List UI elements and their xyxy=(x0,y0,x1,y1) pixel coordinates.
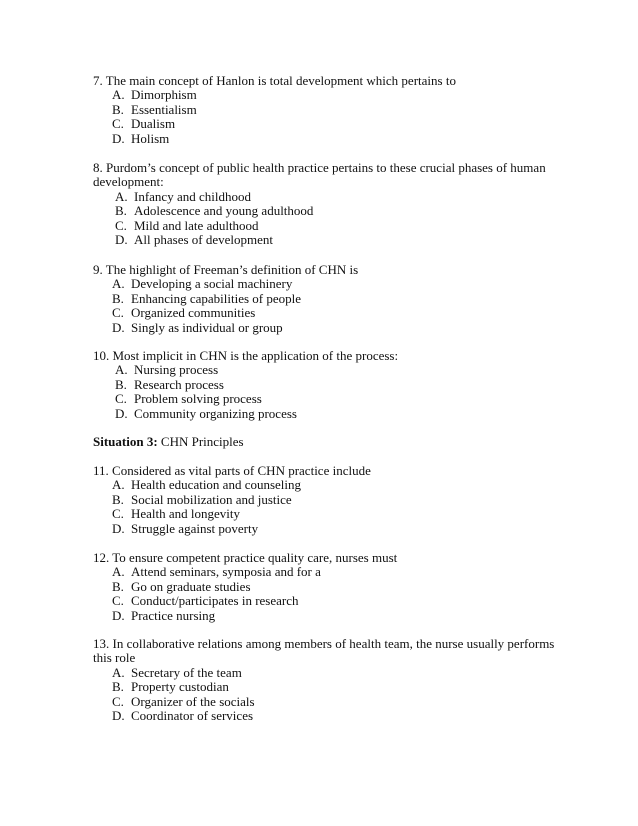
option-c: C. Organized communities xyxy=(112,305,256,321)
option-c: C. Mild and late adulthood xyxy=(115,217,259,233)
option-d: D. Struggle against poverty xyxy=(112,520,259,536)
option-a: A. Secretary of the team xyxy=(112,664,242,680)
question-stem: 8. Purdom’s concept of public health practice pertains to these crucial phases of human development: xyxy=(93,160,546,190)
question-12 xyxy=(93,551,563,623)
question-stem: 7. The main concept of Hanlon is total development which pertains to xyxy=(93,73,456,88)
option-d: D. Singly as individual or group xyxy=(112,319,283,335)
option-a: A. Nursing process xyxy=(115,362,219,378)
option-list xyxy=(93,478,563,536)
option-list xyxy=(93,363,563,421)
option-b: B. Essentialism xyxy=(112,101,197,117)
option-d: D. Holism xyxy=(112,130,170,146)
question-stem: 13. In collaborative relations among members of health team, the nurse usually performs this role xyxy=(93,636,555,666)
option-b: B. Go on graduate studies xyxy=(112,578,251,594)
option-list xyxy=(93,666,563,724)
question-stem: 10. Most implicit in CHN is the application of the process: xyxy=(93,348,399,363)
option-a: A. Developing a social machinery xyxy=(112,276,293,292)
question-stem: 9. The highlight of Freeman’s definition of CHN is xyxy=(93,262,359,277)
question-8 xyxy=(93,161,563,247)
option-list xyxy=(93,88,563,146)
option-c: C. Health and longevity xyxy=(112,506,241,522)
option-d: D. Coordinator of services xyxy=(112,708,254,724)
option-list xyxy=(93,277,563,335)
question-7 xyxy=(93,74,563,146)
question-13 xyxy=(93,637,563,723)
option-c: C. Organizer of the socials xyxy=(112,693,255,709)
option-c: C. Conduct/participates in research xyxy=(112,593,299,609)
option-c: C. Problem solving process xyxy=(115,391,262,407)
option-list xyxy=(93,565,563,623)
option-b: B. Social mobilization and justice xyxy=(112,491,292,507)
option-d: D. All phases of development xyxy=(115,232,273,248)
option-a: A. Infancy and childhood xyxy=(115,188,251,204)
situation-label: Situation 3: xyxy=(93,434,158,449)
option-b: B. Research process xyxy=(115,376,224,392)
option-list xyxy=(93,190,563,248)
option-b: B. Enhancing capabilities of people xyxy=(112,290,302,306)
option-d: D. Community organizing process xyxy=(115,405,297,421)
option-a: A. Dimorphism xyxy=(112,87,197,103)
option-a: A. Attend seminars, symposia and for a xyxy=(112,564,321,580)
question-stem: 12. To ensure competent practice quality care, nurses must xyxy=(93,550,398,565)
option-c: C. Dualism xyxy=(112,116,176,132)
question-11 xyxy=(93,464,563,536)
option-b: B. Property custodian xyxy=(112,679,229,695)
question-9 xyxy=(93,263,563,335)
option-a: A. Health education and counseling xyxy=(112,477,302,493)
option-b: B. Adolescence and young adulthood xyxy=(115,203,314,219)
situation-title: CHN Principles xyxy=(157,434,244,449)
question-10 xyxy=(93,349,563,421)
question-stem: 11. Considered as vital parts of CHN practice include xyxy=(93,463,371,478)
section-heading xyxy=(93,435,563,449)
option-d: D. Practice nursing xyxy=(112,607,216,623)
